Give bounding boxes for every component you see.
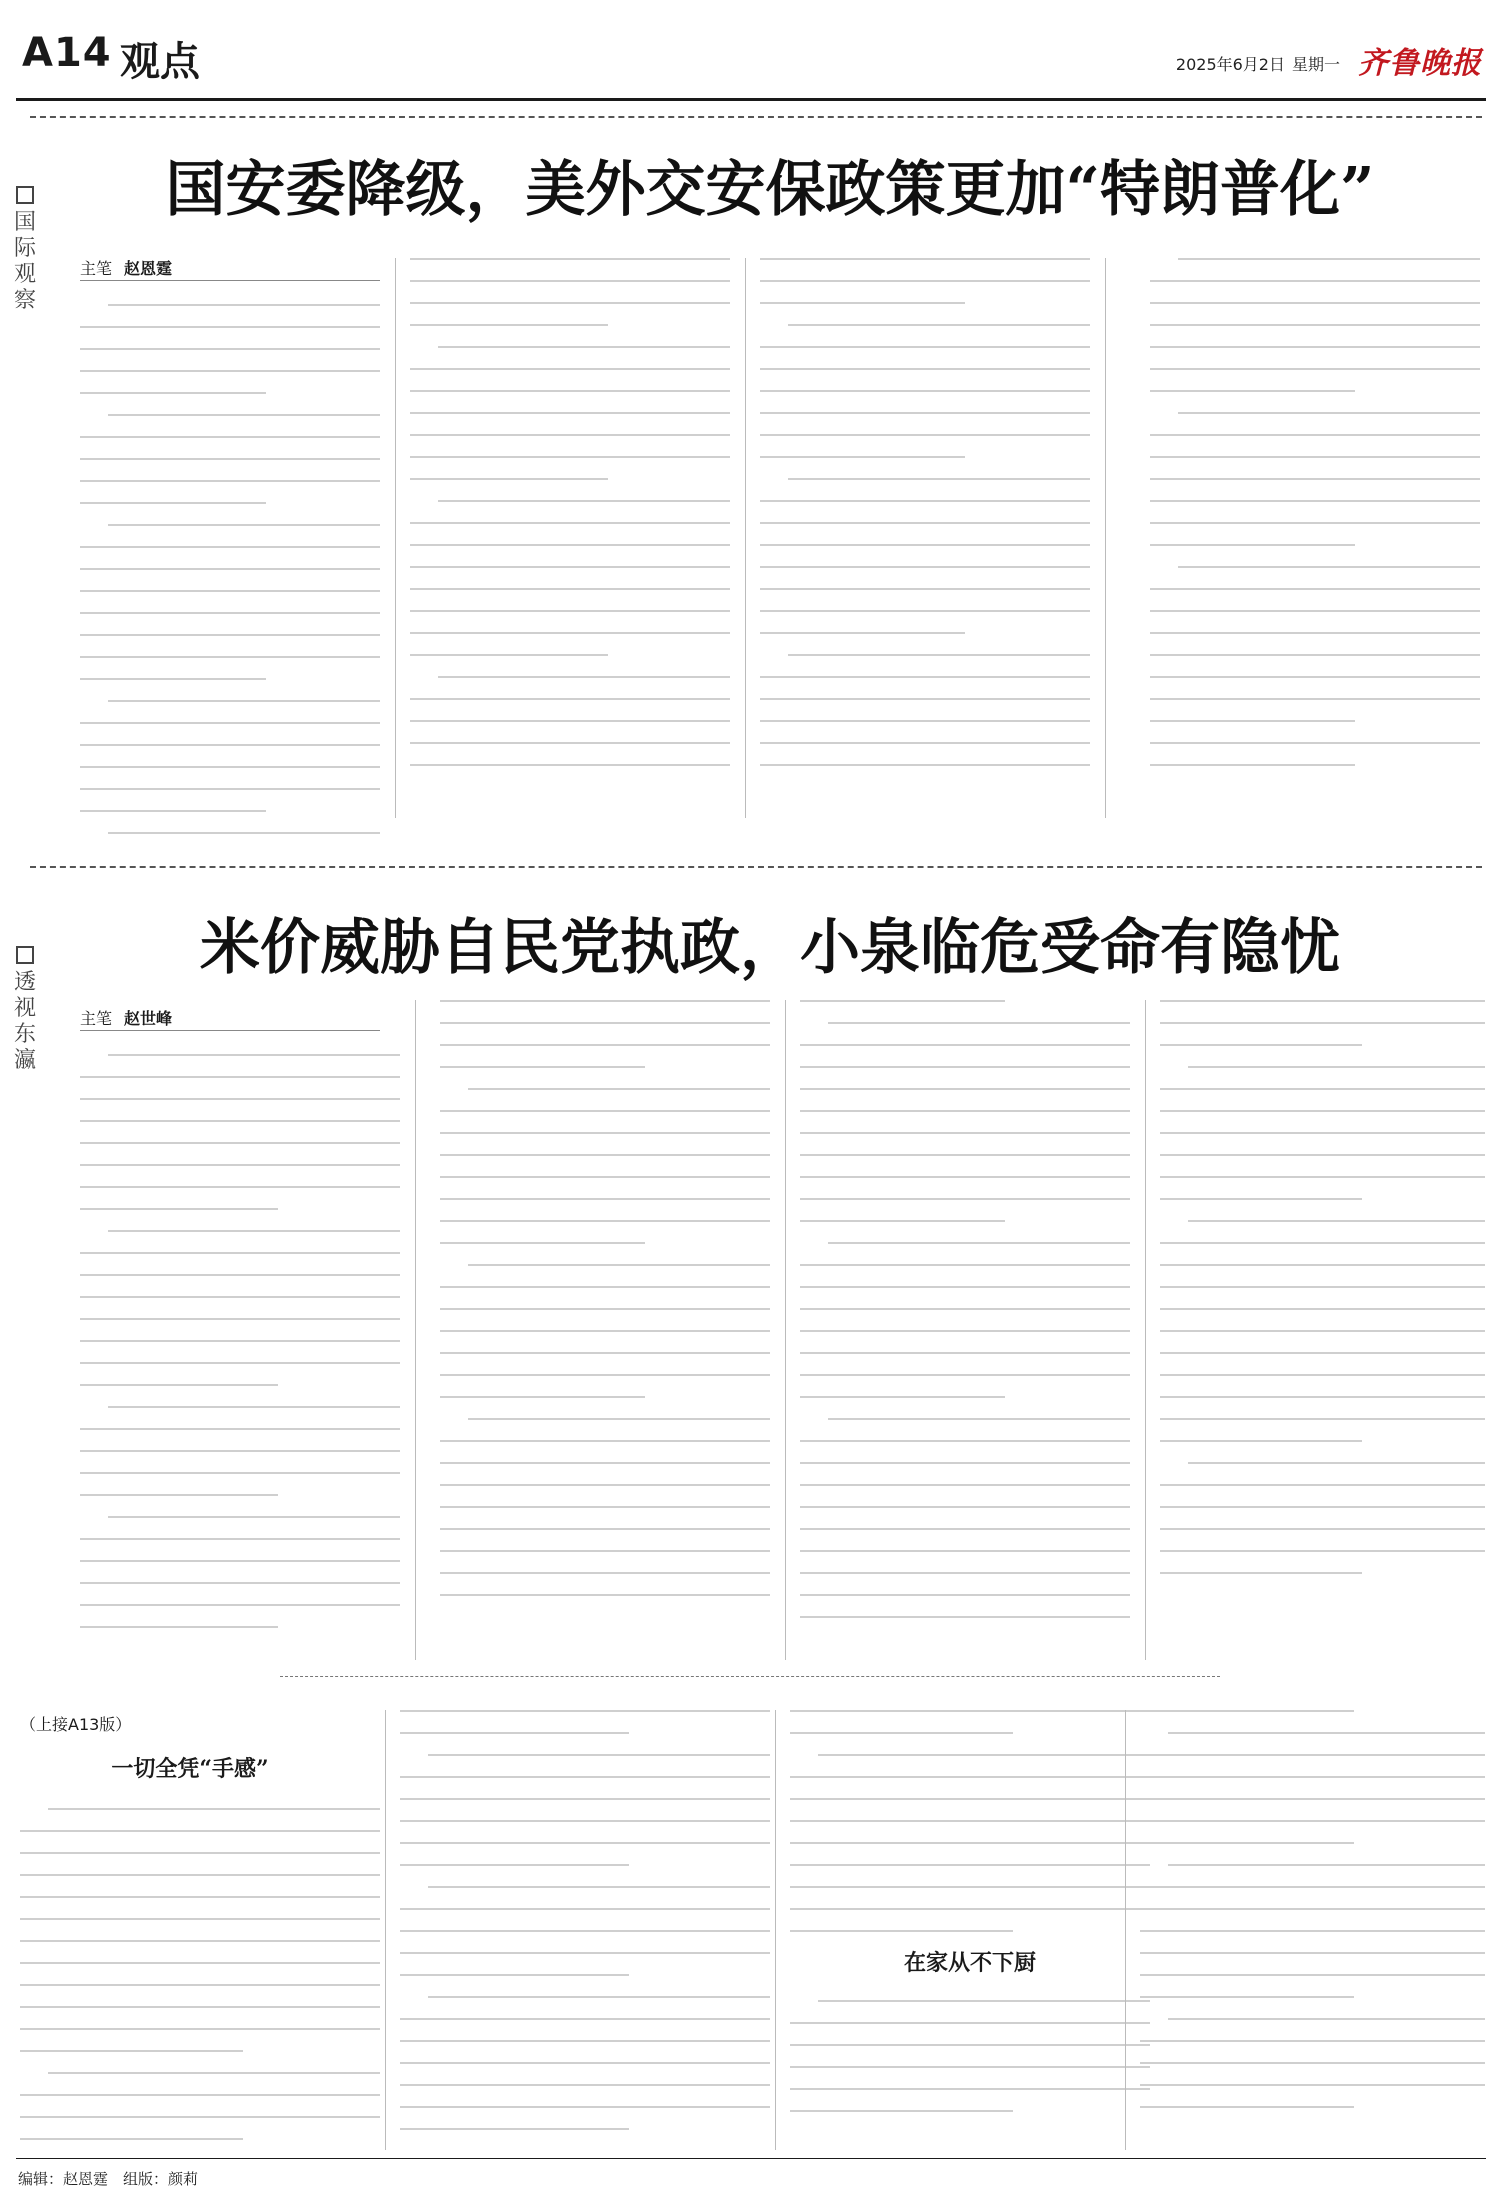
- article3-top-divider: [280, 1676, 1220, 1677]
- article1-byline-rule: [80, 280, 380, 281]
- article1-byline: [80, 256, 172, 279]
- article2-column-3: [800, 1000, 1130, 1638]
- article1-column-3: [760, 258, 1090, 786]
- page-number: A14: [22, 30, 112, 76]
- article2-top-divider: [30, 866, 1482, 868]
- article2-column-2: [440, 1000, 770, 1616]
- article1-column-rule: [395, 258, 396, 818]
- article2-column-rule: [415, 1000, 416, 1660]
- article2-column-4: [1160, 1000, 1485, 1594]
- article1-headline: 国安委降级，美外交安保政策更加“特朗普化”: [165, 155, 1375, 225]
- article2-section-label: 透视东瀛: [12, 946, 38, 1074]
- footer-rule: [16, 2158, 1486, 2159]
- issue-date: 2025年6月2日: [1175, 55, 1285, 74]
- article3-column-3: [790, 1710, 1150, 1952]
- article2-headline: 米价威胁自民党执政，小泉临危受命有隐忧: [200, 913, 1340, 983]
- byline-author: 赵世峰: [124, 1009, 173, 1028]
- article2-column-rule: [785, 1000, 786, 1660]
- header-rule: [16, 98, 1486, 101]
- article3-column-2: [400, 1710, 770, 2150]
- article2-byline: [80, 1006, 172, 1029]
- article3-column-rule: [1125, 1710, 1126, 2150]
- section-marker-icon: [16, 186, 34, 204]
- section-marker-icon: [16, 946, 34, 964]
- article2-byline-rule: [80, 1030, 380, 1031]
- article1-column-rule: [745, 258, 746, 818]
- article1-top-divider: [30, 116, 1482, 118]
- article2-column-rule: [1145, 1000, 1146, 1660]
- article3-column-rule: [385, 1710, 386, 2150]
- footer-credits: 编辑：赵恩霆 组版：颜莉: [18, 2170, 199, 2188]
- article3-subhead-1: 一切全凭“手感”: [111, 1756, 269, 1782]
- article1-column-2: [410, 258, 730, 786]
- section-title: 观点: [120, 39, 200, 85]
- article3-column-3-continued: [790, 2000, 1150, 2132]
- issue-weekday: 星期一: [1291, 55, 1340, 74]
- article1-column-1: [80, 304, 380, 854]
- article3-column-1: [20, 1808, 380, 2160]
- byline-role: 主笔: [80, 1009, 113, 1028]
- article3-column-rule: [775, 1710, 776, 2150]
- article3-column-4: [1140, 1710, 1485, 2128]
- newspaper-masthead-logo: 齐鲁晚报: [1358, 46, 1482, 81]
- page-header: [0, 0, 1500, 96]
- article3-subhead-2: 在家从不下厨: [903, 1950, 1036, 1976]
- continued-from-label: （上接A13版）: [20, 1715, 132, 1734]
- article1-column-rule: [1105, 258, 1106, 818]
- byline-role: 主笔: [80, 259, 113, 278]
- article1-column-4: [1150, 258, 1480, 786]
- article1-section-label: 国际观察: [12, 186, 38, 314]
- article2-column-1: [80, 1054, 400, 1648]
- byline-author: 赵恩霆: [124, 259, 173, 278]
